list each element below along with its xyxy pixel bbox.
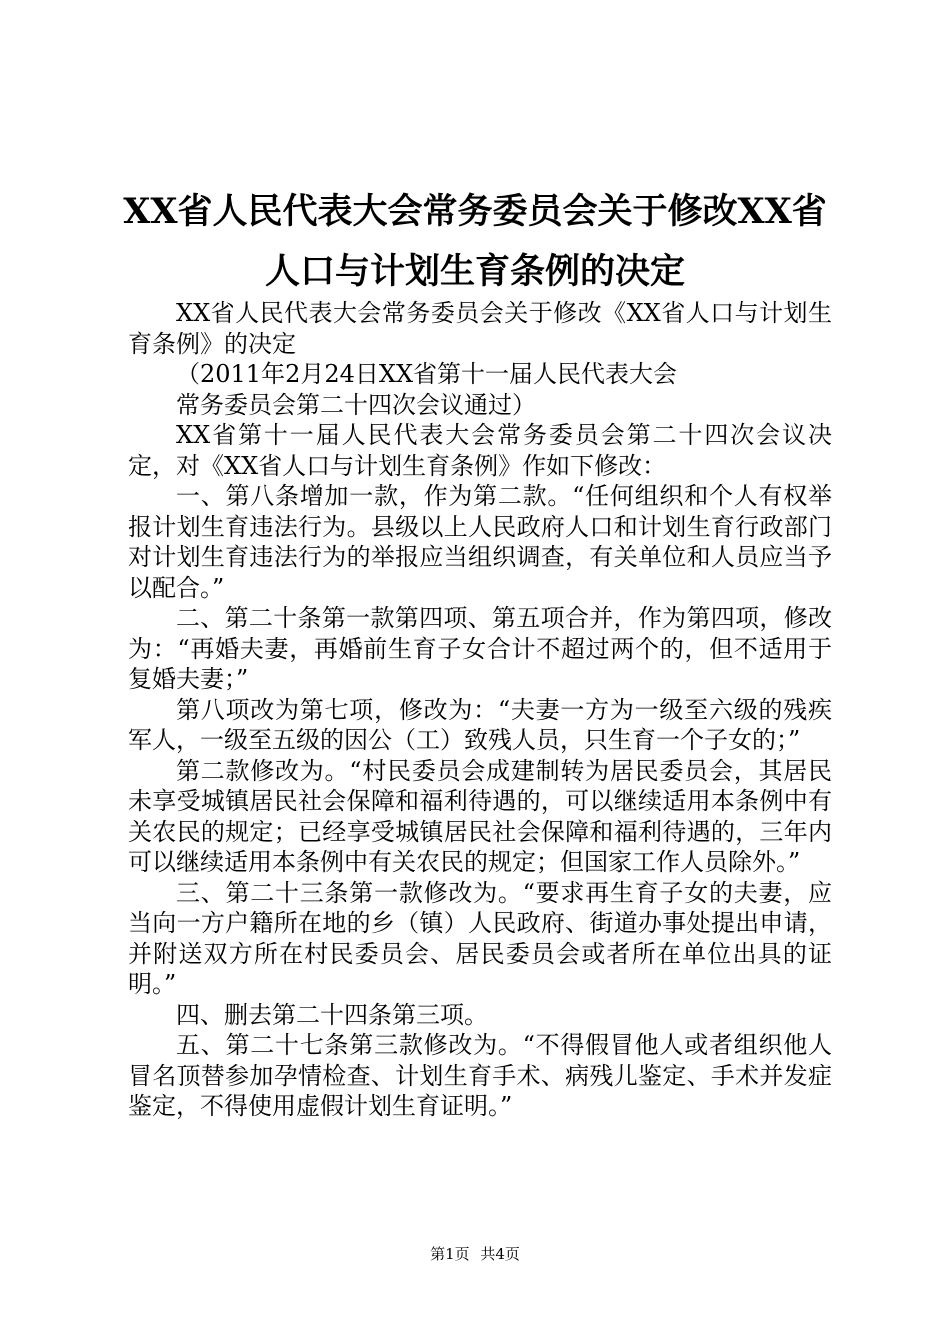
page-number: 第1页 共4页 bbox=[430, 1245, 520, 1263]
paragraph-item-2-b: 第二款修改为。“村民委员会成建制转为居民委员会，其居民未享受城镇居民社会保障和福利待遇的，可以继续适用本条例中有关农民的规定；已经享受城镇居民社会保障和福利待遇的，三年内可以继续适用本条例中有关农民的规定；但国家工作人员除外。” bbox=[128, 756, 832, 876]
paragraph-decision: XX省第十一届人民代表大会常务委员会第二十四次会议决定，对《XX省人口与计划生育条例》作如下修改： bbox=[128, 421, 832, 480]
document-body bbox=[128, 298, 832, 1122]
paragraph-item-2-8: 第八项改为第七项，修改为：“夫妻一方为一级至六级的残疾军人，一级至五级的因公（工）致残人员，只生育一个子女的；” bbox=[128, 695, 832, 754]
paragraph-item-3: 三、第二十三条第一款修改为。“要求再生育子女的夫妻，应当向一方户籍所在地的乡（镇）人民政府、街道办事处提出申请，并附送双方所在村民委员会、居民委员会或者所在单位出具的证明。” bbox=[128, 878, 832, 998]
document-title-line-2: 人口与计划生育条例的决定 bbox=[264, 251, 685, 292]
paragraph-date: （2011年2月24日XX省第十一届人民代表大会 bbox=[176, 360, 678, 388]
paragraph-item-5: 五、第二十七条第三款修改为。“不得假冒他人或者组织他人冒名顶替参加孕情检查、计划生育手术、病残儿鉴定、手术并发症鉴定，不得使用虚假计划生育证明。” bbox=[128, 1031, 832, 1120]
paragraph-item-2: 二、第二十条第一款第四项、第五项合并，作为第四项，修改为：“再婚夫妻，再婚前生育子女合计不超过两个的，但不适用于复婚夫妻；” bbox=[128, 604, 832, 693]
paragraph-item-1: 一、第八条增加一款，作为第二款。“任何组织和个人有权举报计划生育违法行为。县级以上人民政府人口和计划生育行政部门对计划生育违法行为的举报应当组织调查，有关单位和人员应当予以配合。” bbox=[128, 482, 832, 602]
paragraph-item-4: 四、删去第二十四条第三项。 bbox=[176, 1000, 488, 1029]
paragraph-meeting: 常务委员会第二十四次会议通过） bbox=[176, 390, 536, 419]
paragraph-heading: XX省人民代表大会常务委员会关于修改《XX省人口与计划生育条例》的决定 bbox=[128, 299, 832, 358]
document-title-line-1: XX省人民代表大会常务委员会关于修改XX省 bbox=[123, 191, 827, 232]
